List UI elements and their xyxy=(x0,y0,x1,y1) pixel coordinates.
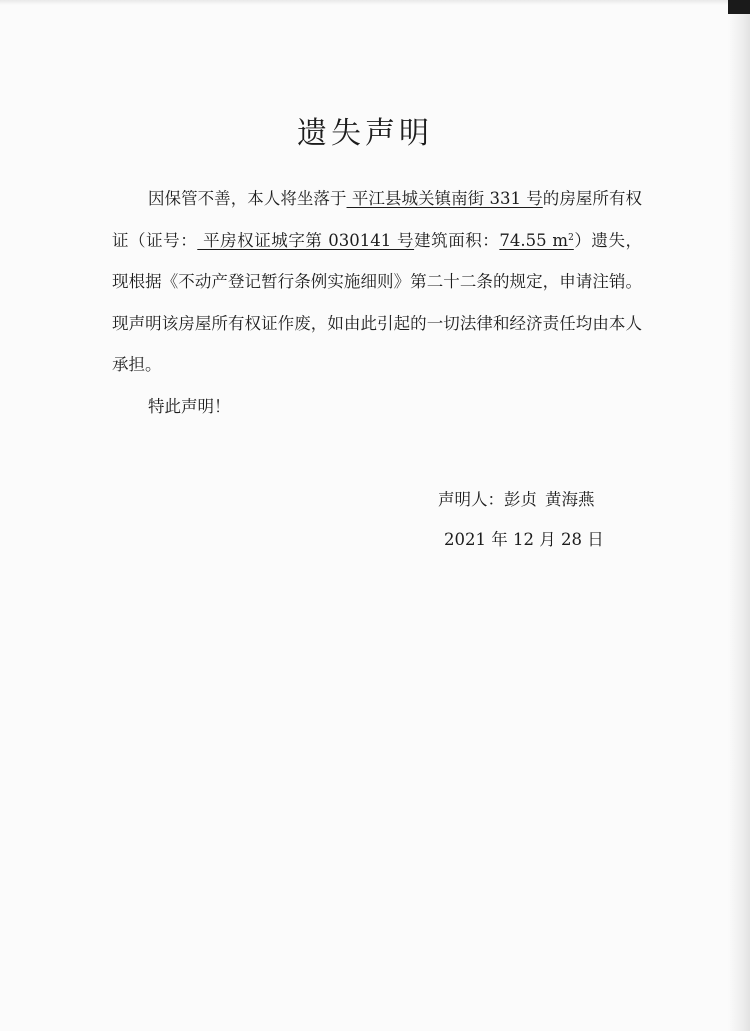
document-body xyxy=(112,178,642,427)
scan-edge-right xyxy=(728,0,750,1031)
declarant-name-1: 彭贞 xyxy=(504,490,537,509)
document-title: 遗失声明 xyxy=(297,116,433,152)
closing-paragraph: 特此声明！ xyxy=(148,396,231,416)
building-area xyxy=(499,231,573,250)
area-unit-superscript: 2 xyxy=(568,232,574,243)
scan-edge-top xyxy=(0,0,750,5)
declarant-line xyxy=(438,486,595,510)
declaration-date: 2021 年 12 月 28 日 xyxy=(444,530,604,549)
statement-text-3: 建筑面积： xyxy=(414,230,500,250)
statement-text-2: 的房屋所有权证（证号： xyxy=(112,189,643,250)
statement-paragraph xyxy=(112,178,642,386)
statement-text-4: ）遗失，现根据《不动产登记暂行条例实施细则》第二十二条的规定，申请注销。现声明该房屋所有权证作废，如由此引起的一切法律和经济责任均由本人承担。 xyxy=(112,230,643,374)
declarant-name-2: 黄海燕 xyxy=(545,490,595,509)
declarant-label: 声明人： xyxy=(438,490,504,509)
property-address: 平江县城关镇南街 331 号 xyxy=(346,189,543,208)
statement-text-1: 因保管不善，本人将坐落于 xyxy=(148,189,347,208)
building-area-value: 74.55 m xyxy=(499,230,569,250)
certificate-number: 平房权证城字第 030141 号 xyxy=(197,230,415,250)
scan-dark-corner xyxy=(728,0,750,14)
